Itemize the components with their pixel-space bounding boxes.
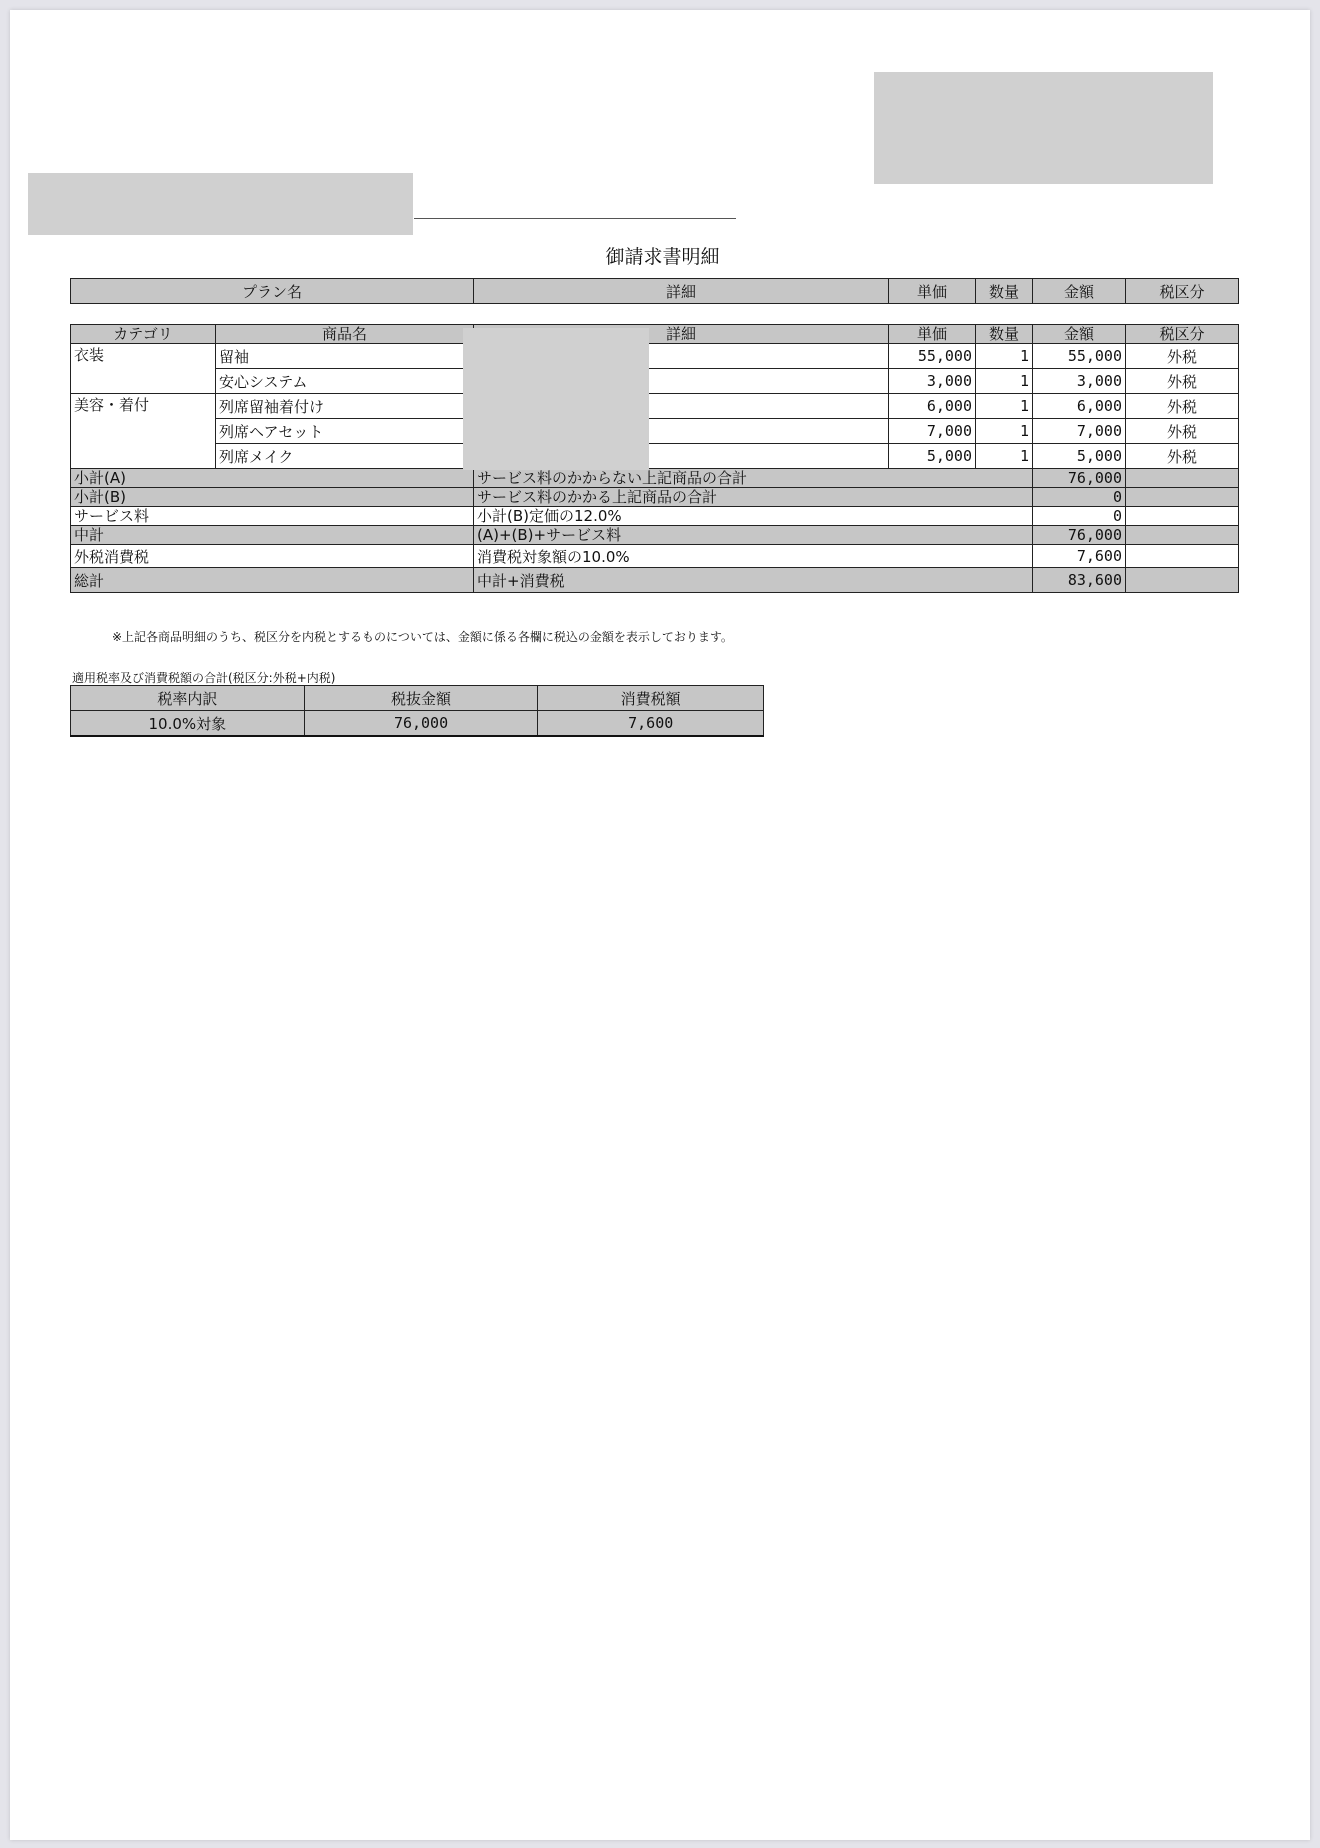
amount-cell: 3,000 bbox=[1033, 369, 1126, 394]
qty-cell: 1 bbox=[976, 419, 1033, 444]
table-row bbox=[71, 711, 764, 737]
table-row bbox=[71, 394, 1239, 419]
header-tax-type: 税区分 bbox=[1126, 279, 1239, 304]
items-table-header bbox=[71, 325, 1239, 344]
header-amount: 金額 bbox=[1033, 279, 1126, 304]
summary-label: 小計(B) bbox=[71, 488, 474, 507]
tax-type-cell: 外税 bbox=[1126, 344, 1239, 369]
summary-amount: 76,000 bbox=[1033, 526, 1126, 545]
summary-amount: 7,600 bbox=[1033, 545, 1126, 568]
tax-summary-caption: 適用税率及び消費税額の合計(税区分:外税+内税) bbox=[72, 671, 336, 685]
summary-row-subtotal-a bbox=[71, 469, 1239, 488]
category-cell: 衣装 bbox=[71, 344, 216, 394]
tax-type-cell: 外税 bbox=[1126, 369, 1239, 394]
unit-price-cell: 6,000 bbox=[889, 394, 976, 419]
product-cell: 列席ヘアセット bbox=[216, 419, 474, 444]
summary-label: 外税消費税 bbox=[71, 545, 474, 568]
summary-desc: (A)+(B)+サービス料 bbox=[474, 526, 1033, 545]
summary-row-service-fee bbox=[71, 507, 1239, 526]
amount-cell: 5,000 bbox=[1033, 444, 1126, 469]
redacted-block-top-right bbox=[874, 72, 1213, 184]
unit-price-cell: 5,000 bbox=[889, 444, 976, 469]
summary-row-subtotal-b bbox=[71, 488, 1239, 507]
amount-cell: 7,000 bbox=[1033, 419, 1126, 444]
unit-price-cell: 55,000 bbox=[889, 344, 976, 369]
tax-amount-cell: 7,600 bbox=[538, 711, 764, 737]
title-underline bbox=[414, 218, 736, 219]
summary-amount: 0 bbox=[1033, 507, 1126, 526]
summary-label: 小計(A) bbox=[71, 469, 474, 488]
header-qty: 数量 bbox=[976, 325, 1033, 344]
summary-desc: 小計(B)定価の12.0% bbox=[474, 507, 1033, 526]
tax-type-cell: 外税 bbox=[1126, 419, 1239, 444]
summary-empty bbox=[1126, 568, 1239, 593]
summary-amount: 0 bbox=[1033, 488, 1126, 507]
summary-row-grand-total bbox=[71, 568, 1239, 593]
plan-table-header bbox=[71, 279, 1239, 304]
summary-label: 中計 bbox=[71, 526, 474, 545]
header-amount: 金額 bbox=[1033, 325, 1126, 344]
header-tax-type: 税区分 bbox=[1126, 325, 1239, 344]
qty-cell: 1 bbox=[976, 369, 1033, 394]
header-unit-price: 単価 bbox=[889, 279, 976, 304]
amount-cell: 6,000 bbox=[1033, 394, 1126, 419]
header-detail: 詳細 bbox=[474, 325, 889, 344]
document-title: 御請求書明細 bbox=[605, 246, 720, 268]
header-product: 商品名 bbox=[216, 325, 474, 344]
unit-price-cell: 7,000 bbox=[889, 419, 976, 444]
summary-empty bbox=[1126, 526, 1239, 545]
table-row bbox=[71, 444, 1239, 469]
product-cell: 留袖 bbox=[216, 344, 474, 369]
qty-cell: 1 bbox=[976, 344, 1033, 369]
qty-cell: 1 bbox=[976, 394, 1033, 419]
header-qty: 数量 bbox=[976, 279, 1033, 304]
unit-price-cell: 3,000 bbox=[889, 369, 976, 394]
summary-label: 総計 bbox=[71, 568, 474, 593]
invoice-page bbox=[10, 10, 1310, 1840]
table-row bbox=[71, 344, 1239, 369]
summary-empty bbox=[1126, 469, 1239, 488]
header-detail: 詳細 bbox=[474, 279, 889, 304]
summary-desc: サービス料のかかる上記商品の合計 bbox=[474, 488, 1033, 507]
header-plan-name: プラン名 bbox=[71, 279, 474, 304]
qty-cell: 1 bbox=[976, 444, 1033, 469]
header-category: カテゴリ bbox=[71, 325, 216, 344]
summary-amount: 76,000 bbox=[1033, 469, 1126, 488]
header-unit-price: 単価 bbox=[889, 325, 976, 344]
table-row bbox=[71, 419, 1239, 444]
tax-summary-header bbox=[71, 686, 764, 711]
summary-desc: 中計+消費税 bbox=[474, 568, 1033, 593]
header-tax-amount: 消費税額 bbox=[538, 686, 764, 711]
header-tax-rate: 税率内訳 bbox=[71, 686, 305, 711]
summary-desc: 消費税対象額の10.0% bbox=[474, 545, 1033, 568]
plan-table bbox=[70, 278, 1239, 304]
summary-label: サービス料 bbox=[71, 507, 474, 526]
summary-empty bbox=[1126, 488, 1239, 507]
redacted-block-left bbox=[28, 173, 413, 235]
product-cell: 列席留袖着付け bbox=[216, 394, 474, 419]
summary-empty bbox=[1126, 545, 1239, 568]
summary-empty bbox=[1126, 507, 1239, 526]
category-cell: 美容・着付 bbox=[71, 394, 216, 469]
tax-summary-table bbox=[70, 685, 764, 737]
excl-amount-cell: 76,000 bbox=[304, 711, 538, 737]
summary-row-midtotal bbox=[71, 526, 1239, 545]
amount-cell: 55,000 bbox=[1033, 344, 1126, 369]
tax-type-cell: 外税 bbox=[1126, 394, 1239, 419]
tax-type-cell: 外税 bbox=[1126, 444, 1239, 469]
summary-row-consumption-tax bbox=[71, 545, 1239, 568]
product-cell: 安心システム bbox=[216, 369, 474, 394]
items-table bbox=[70, 324, 1239, 593]
table-row bbox=[71, 369, 1239, 394]
tax-rate-cell: 10.0%対象 bbox=[71, 711, 305, 737]
redacted-detail-block bbox=[463, 328, 649, 470]
product-cell: 列席メイク bbox=[216, 444, 474, 469]
summary-amount: 83,600 bbox=[1033, 568, 1126, 593]
tax-note: ※上記各商品明細のうち、税区分を内税とするものについては、金額に係る各欄に税込の金額を表示しております。 bbox=[112, 630, 733, 644]
summary-desc: サービス料のかからない上記商品の合計 bbox=[474, 469, 1033, 488]
header-excl-amount: 税抜金額 bbox=[304, 686, 538, 711]
